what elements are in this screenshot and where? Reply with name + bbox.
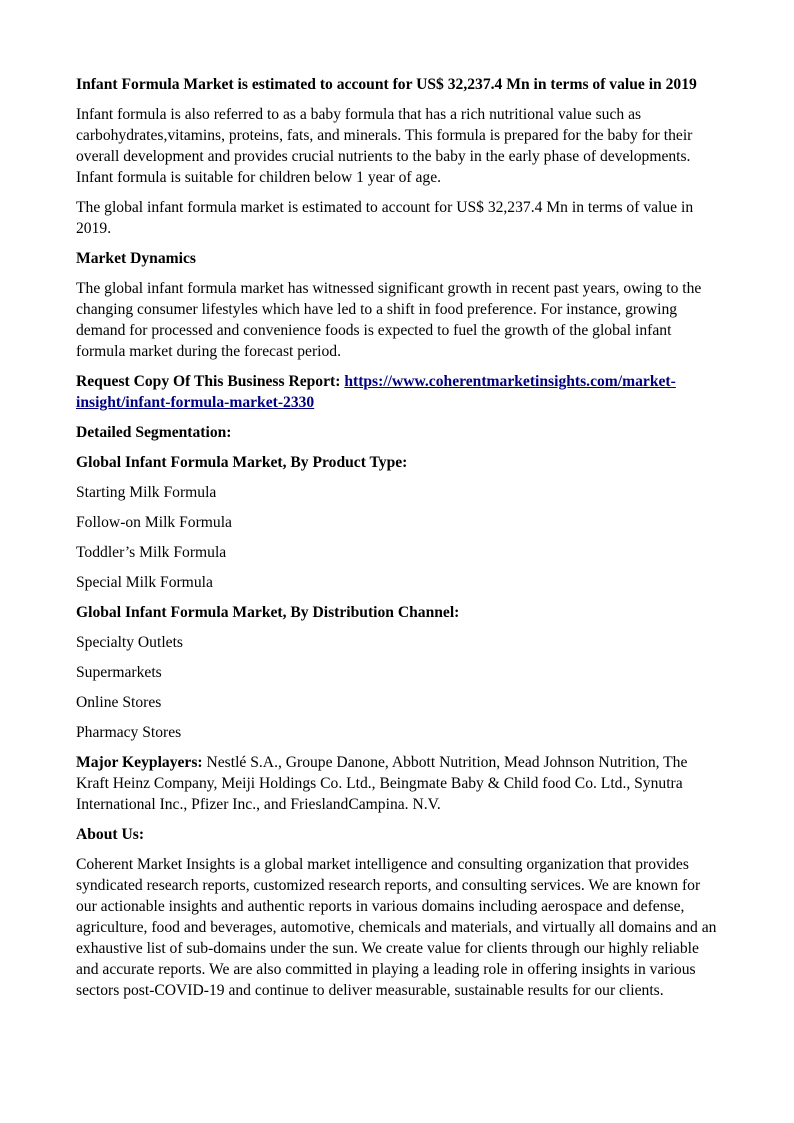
list-item: Follow-on Milk Formula [76, 514, 232, 531]
estimate-paragraph: The global infant formula market is estimated to account for US$ 32,237.4 Mn in terms of value in 2019. [76, 199, 694, 237]
product-type-heading: Global Infant Formula Market, By Product Type: [76, 454, 408, 471]
segmentation-heading: Detailed Segmentation: [76, 424, 232, 441]
about-paragraph: Coherent Market Insights is a global market intelligence and consulting organization that provides syndicated research reports, customized research reports, and consulting services. We are known for our actionable insights and authentic reports in various domains including aerospace and defense, agriculture, food and beverages, automotive, chemicals and materials, and virtually all domains and an exhaustive list of sub-domains under the sun. We create value for clients through our highly reliable and accurate reports. We are also committed in playing a leading role in offering insights in various sectors post-COVID-19 and continue to deliver measurable, sustainable results for our clients. [76, 856, 717, 999]
list-item: Special Milk Formula [76, 574, 213, 591]
market-dynamics-heading: Market Dynamics [76, 250, 196, 267]
request-copy-line [76, 371, 722, 413]
about-heading: About Us: [76, 826, 145, 843]
distribution-channel-heading: Global Infant Formula Market, By Distribution Channel: [76, 604, 460, 621]
request-copy-label: Request Copy Of This Business Report: [76, 373, 341, 390]
report-link[interactable]: https://www.coherentmarketinsights.com/market-insight/infant-formula-market-2330 [76, 373, 676, 411]
list-item: Toddler’s Milk Formula [76, 544, 227, 561]
keyplayers-label: Major Keyplayers: [76, 754, 203, 771]
market-dynamics-paragraph: The global infant formula market has witnessed significant growth in recent past years, owing to the changing consumer lifestyles which have led to a shift in food preference. For instance, growing demand for processed and convenience foods is expected to fuel the growth of the global infant formula market during the forecast period. [76, 280, 702, 360]
list-item: Supermarkets [76, 664, 162, 681]
keyplayers-text: Nestlé S.A., Groupe Danone, Abbott Nutrition, Mead Johnson Nutrition, The Kraft Heinz Company, Meiji Holdings Co. Ltd., Beingmate Baby & Child food Co. Ltd., Synutra International Inc., Pfizer Inc., and FrieslandCampina. N.V. [76, 754, 688, 813]
keyplayers-paragraph [76, 752, 722, 815]
list-item: Specialty Outlets [76, 634, 183, 651]
document-title: Infant Formula Market is estimated to account for US$ 32,237.4 Mn in terms of value in 2019 [76, 76, 697, 93]
list-item: Pharmacy Stores [76, 724, 182, 741]
list-item: Online Stores [76, 694, 162, 711]
document-page [76, 74, 722, 1010]
intro-paragraph: Infant formula is also referred to as a baby formula that has a rich nutritional value such as carbohydrates,vitamins, proteins, fats, and minerals. This formula is prepared for the baby for their overall development and provides crucial nutrients to the baby in the early phase of developments. Infant formula is suitable for children below 1 year of age. [76, 106, 693, 186]
list-item: Starting Milk Formula [76, 484, 217, 501]
